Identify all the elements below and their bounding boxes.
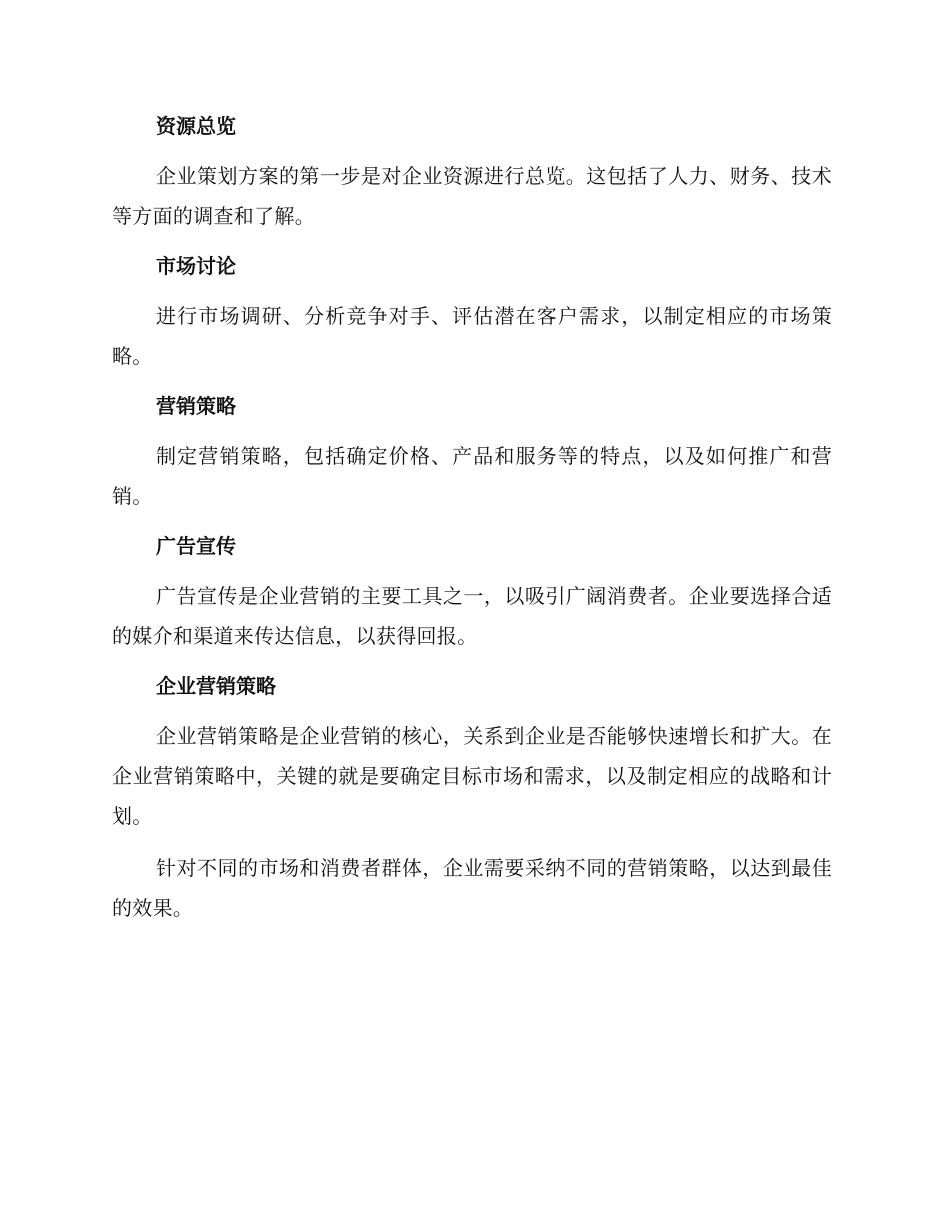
section-paragraph: 进行市场调研、分析竞争对手、评估潜在客户需求，以制定相应的市场策略。: [112, 304, 832, 368]
section-advertising: [112, 528, 832, 656]
section-paragraph: 企业营销策略是企业营销的核心，关系到企业是否能够快速增长和扩大。在企业营销策略中，关键的就是要确定目标市场和需求，以及制定相应的战略和计划。: [112, 724, 832, 828]
section-heading: 资源总览: [156, 114, 236, 138]
section-paragraph: 针对不同的市场和消费者群体，企业需要采纳不同的营销策略，以达到最佳的效果。: [112, 856, 832, 920]
section-paragraph: 企业策划方案的第一步是对企业资源进行总览。这包括了人力、财务、技术等方面的调查和了解。: [112, 164, 832, 228]
section-paragraph: 广告宣传是企业营销的主要工具之一，以吸引广阔消费者。企业要选择合适的媒介和渠道来传达信息，以获得回报。: [112, 584, 832, 648]
section-heading: 营销策略: [156, 394, 236, 418]
section-heading: 广告宣传: [156, 534, 236, 558]
document-page: [112, 108, 832, 940]
section-enterprise-marketing: [112, 668, 832, 928]
section-heading: 市场讨论: [156, 254, 236, 278]
section-paragraph: 制定营销策略，包括确定价格、产品和服务等的特点，以及如何推广和营销。: [112, 444, 832, 508]
section-resources: [112, 108, 832, 236]
section-marketing-strategy: [112, 388, 832, 516]
section-heading: 企业营销策略: [156, 674, 276, 698]
section-market: [112, 248, 832, 376]
